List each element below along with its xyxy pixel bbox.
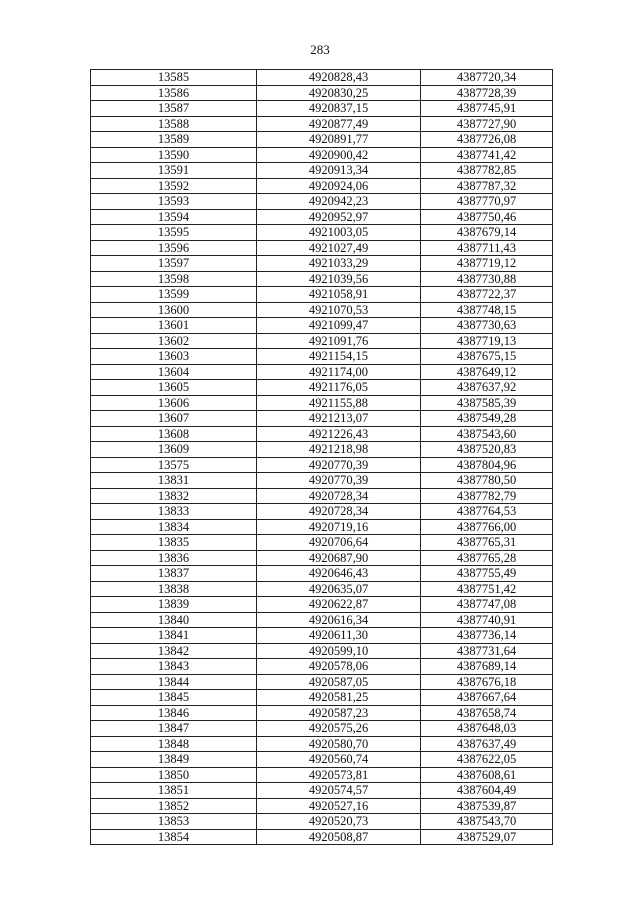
table-row: [91, 194, 553, 210]
x-coordinate-cell: 4920611,30: [257, 628, 421, 644]
x-coordinate-cell: 4921155,88: [257, 395, 421, 411]
y-coordinate-cell: 4387766,00: [421, 519, 553, 535]
table-row: [91, 581, 553, 597]
y-coordinate-cell: 4387679,14: [421, 225, 553, 241]
table-row: [91, 721, 553, 737]
table-row: [91, 147, 553, 163]
x-coordinate-cell: 4921039,56: [257, 271, 421, 287]
point-number-cell: 13598: [91, 271, 257, 287]
point-number-cell: 13847: [91, 721, 257, 737]
x-coordinate-cell: 4920599,10: [257, 643, 421, 659]
x-coordinate-cell: 4921154,15: [257, 349, 421, 365]
y-coordinate-cell: 4387649,12: [421, 364, 553, 380]
table-row: [91, 736, 553, 752]
point-number-cell: 13603: [91, 349, 257, 365]
x-coordinate-cell: 4921027,49: [257, 240, 421, 256]
point-number-cell: 13831: [91, 473, 257, 489]
table-row: [91, 814, 553, 830]
page-number: 283: [310, 42, 330, 57]
table-row: [91, 690, 553, 706]
table-row: [91, 612, 553, 628]
x-coordinate-cell: 4921058,91: [257, 287, 421, 303]
y-coordinate-cell: 4387782,85: [421, 163, 553, 179]
x-coordinate-cell: 4920770,39: [257, 457, 421, 473]
y-coordinate-cell: 4387730,88: [421, 271, 553, 287]
y-coordinate-cell: 4387543,70: [421, 814, 553, 830]
y-coordinate-cell: 4387741,42: [421, 147, 553, 163]
table-row: [91, 659, 553, 675]
table-row: [91, 209, 553, 225]
point-number-cell: 13600: [91, 302, 257, 318]
y-coordinate-cell: 4387622,05: [421, 752, 553, 768]
point-number-cell: 13846: [91, 705, 257, 721]
x-coordinate-cell: 4920913,34: [257, 163, 421, 179]
point-number-cell: 13587: [91, 101, 257, 117]
y-coordinate-cell: 4387747,08: [421, 597, 553, 613]
x-coordinate-cell: 4920837,15: [257, 101, 421, 117]
x-coordinate-cell: 4920728,34: [257, 504, 421, 520]
x-coordinate-cell: 4921213,07: [257, 411, 421, 427]
x-coordinate-cell: 4920580,70: [257, 736, 421, 752]
table-row: [91, 752, 553, 768]
point-number-cell: 13832: [91, 488, 257, 504]
table-row: [91, 783, 553, 799]
table-row: [91, 628, 553, 644]
x-coordinate-cell: 4921033,29: [257, 256, 421, 272]
x-coordinate-cell: 4921174,00: [257, 364, 421, 380]
y-coordinate-cell: 4387748,15: [421, 302, 553, 318]
y-coordinate-cell: 4387782,79: [421, 488, 553, 504]
y-coordinate-cell: 4387787,32: [421, 178, 553, 194]
x-coordinate-cell: 4920952,97: [257, 209, 421, 225]
x-coordinate-cell: 4921218,98: [257, 442, 421, 458]
x-coordinate-cell: 4920520,73: [257, 814, 421, 830]
point-number-cell: 13605: [91, 380, 257, 396]
point-number-cell: 13592: [91, 178, 257, 194]
table-row: [91, 597, 553, 613]
table-row: [91, 116, 553, 132]
point-number-cell: 13608: [91, 426, 257, 442]
coordinates-table-body: [91, 70, 553, 845]
y-coordinate-cell: 4387675,15: [421, 349, 553, 365]
x-coordinate-cell: 4920900,42: [257, 147, 421, 163]
point-number-cell: 13843: [91, 659, 257, 675]
table-row: [91, 426, 553, 442]
point-number-cell: 13844: [91, 674, 257, 690]
point-number-cell: 13609: [91, 442, 257, 458]
x-coordinate-cell: 4920877,49: [257, 116, 421, 132]
x-coordinate-cell: 4920527,16: [257, 798, 421, 814]
point-number-cell: 13596: [91, 240, 257, 256]
y-coordinate-cell: 4387736,14: [421, 628, 553, 644]
table-row: [91, 178, 553, 194]
point-number-cell: 13836: [91, 550, 257, 566]
point-number-cell: 13840: [91, 612, 257, 628]
table-row: [91, 566, 553, 582]
y-coordinate-cell: 4387719,13: [421, 333, 553, 349]
y-coordinate-cell: 4387637,49: [421, 736, 553, 752]
x-coordinate-cell: 4920646,43: [257, 566, 421, 582]
point-number-cell: 13853: [91, 814, 257, 830]
x-coordinate-cell: 4921003,05: [257, 225, 421, 241]
y-coordinate-cell: 4387585,39: [421, 395, 553, 411]
table-row: [91, 225, 553, 241]
y-coordinate-cell: 4387667,64: [421, 690, 553, 706]
x-coordinate-cell: 4920560,74: [257, 752, 421, 768]
y-coordinate-cell: 4387658,74: [421, 705, 553, 721]
point-number-cell: 13606: [91, 395, 257, 411]
y-coordinate-cell: 4387770,97: [421, 194, 553, 210]
y-coordinate-cell: 4387719,12: [421, 256, 553, 272]
table-row: [91, 535, 553, 551]
table-row: [91, 318, 553, 334]
table-row: [91, 85, 553, 101]
y-coordinate-cell: 4387676,18: [421, 674, 553, 690]
point-number-cell: 13607: [91, 411, 257, 427]
point-number-cell: 13586: [91, 85, 257, 101]
point-number-cell: 13834: [91, 519, 257, 535]
x-coordinate-cell: 4921091,76: [257, 333, 421, 349]
y-coordinate-cell: 4387539,87: [421, 798, 553, 814]
x-coordinate-cell: 4921099,47: [257, 318, 421, 334]
point-number-cell: 13850: [91, 767, 257, 783]
point-number-cell: 13838: [91, 581, 257, 597]
point-number-cell: 13845: [91, 690, 257, 706]
y-coordinate-cell: 4387720,34: [421, 70, 553, 86]
table-row: [91, 132, 553, 148]
table-row: [91, 674, 553, 690]
x-coordinate-cell: 4920578,06: [257, 659, 421, 675]
x-coordinate-cell: 4920828,43: [257, 70, 421, 86]
y-coordinate-cell: 4387751,42: [421, 581, 553, 597]
point-number-cell: 13852: [91, 798, 257, 814]
coordinates-table: [90, 69, 553, 845]
y-coordinate-cell: 4387608,61: [421, 767, 553, 783]
point-number-cell: 13585: [91, 70, 257, 86]
x-coordinate-cell: 4920891,77: [257, 132, 421, 148]
table-row: [91, 240, 553, 256]
x-coordinate-cell: 4921226,43: [257, 426, 421, 442]
y-coordinate-cell: 4387520,83: [421, 442, 553, 458]
y-coordinate-cell: 4387750,46: [421, 209, 553, 225]
table-row: [91, 829, 553, 845]
y-coordinate-cell: 4387726,08: [421, 132, 553, 148]
table-row: [91, 767, 553, 783]
point-number-cell: 13590: [91, 147, 257, 163]
y-coordinate-cell: 4387745,91: [421, 101, 553, 117]
point-number-cell: 13854: [91, 829, 257, 845]
x-coordinate-cell: 4920574,57: [257, 783, 421, 799]
point-number-cell: 13589: [91, 132, 257, 148]
y-coordinate-cell: 4387728,39: [421, 85, 553, 101]
table-row: [91, 70, 553, 86]
point-number-cell: 13595: [91, 225, 257, 241]
point-number-cell: 13833: [91, 504, 257, 520]
y-coordinate-cell: 4387765,28: [421, 550, 553, 566]
x-coordinate-cell: 4920924,06: [257, 178, 421, 194]
point-number-cell: 13591: [91, 163, 257, 179]
table-row: [91, 271, 553, 287]
point-number-cell: 13835: [91, 535, 257, 551]
y-coordinate-cell: 4387804,96: [421, 457, 553, 473]
table-row: [91, 442, 553, 458]
table-row: [91, 457, 553, 473]
y-coordinate-cell: 4387689,14: [421, 659, 553, 675]
table-row: [91, 380, 553, 396]
y-coordinate-cell: 4387727,90: [421, 116, 553, 132]
x-coordinate-cell: 4920508,87: [257, 829, 421, 845]
x-coordinate-cell: 4920573,81: [257, 767, 421, 783]
table-row: [91, 101, 553, 117]
point-number-cell: 13839: [91, 597, 257, 613]
y-coordinate-cell: 4387731,64: [421, 643, 553, 659]
x-coordinate-cell: 4921070,53: [257, 302, 421, 318]
x-coordinate-cell: 4920581,25: [257, 690, 421, 706]
x-coordinate-cell: 4920635,07: [257, 581, 421, 597]
y-coordinate-cell: 4387711,43: [421, 240, 553, 256]
table-row: [91, 798, 553, 814]
x-coordinate-cell: 4920728,34: [257, 488, 421, 504]
x-coordinate-cell: 4920830,25: [257, 85, 421, 101]
y-coordinate-cell: 4387765,31: [421, 535, 553, 551]
point-number-cell: 13842: [91, 643, 257, 659]
table-row: [91, 705, 553, 721]
table-row: [91, 550, 553, 566]
x-coordinate-cell: 4920622,87: [257, 597, 421, 613]
y-coordinate-cell: 4387549,28: [421, 411, 553, 427]
x-coordinate-cell: 4920587,23: [257, 705, 421, 721]
table-row: [91, 256, 553, 272]
x-coordinate-cell: 4920575,26: [257, 721, 421, 737]
y-coordinate-cell: 4387780,50: [421, 473, 553, 489]
x-coordinate-cell: 4920706,64: [257, 535, 421, 551]
y-coordinate-cell: 4387529,07: [421, 829, 553, 845]
x-coordinate-cell: 4920942,23: [257, 194, 421, 210]
point-number-cell: 13599: [91, 287, 257, 303]
point-number-cell: 13601: [91, 318, 257, 334]
point-number-cell: 13851: [91, 783, 257, 799]
point-number-cell: 13602: [91, 333, 257, 349]
y-coordinate-cell: 4387764,53: [421, 504, 553, 520]
point-number-cell: 13848: [91, 736, 257, 752]
table-row: [91, 473, 553, 489]
y-coordinate-cell: 4387543,60: [421, 426, 553, 442]
table-row: [91, 302, 553, 318]
point-number-cell: 13849: [91, 752, 257, 768]
x-coordinate-cell: 4920687,90: [257, 550, 421, 566]
table-row: [91, 163, 553, 179]
table-row: [91, 349, 553, 365]
x-coordinate-cell: 4920616,34: [257, 612, 421, 628]
x-coordinate-cell: 4920719,16: [257, 519, 421, 535]
point-number-cell: 13597: [91, 256, 257, 272]
y-coordinate-cell: 4387637,92: [421, 380, 553, 396]
table-row: [91, 364, 553, 380]
x-coordinate-cell: 4920587,05: [257, 674, 421, 690]
table-row: [91, 395, 553, 411]
table-row: [91, 333, 553, 349]
y-coordinate-cell: 4387722,37: [421, 287, 553, 303]
table-row: [91, 411, 553, 427]
y-coordinate-cell: 4387755,49: [421, 566, 553, 582]
point-number-cell: 13841: [91, 628, 257, 644]
y-coordinate-cell: 4387740,91: [421, 612, 553, 628]
y-coordinate-cell: 4387604,49: [421, 783, 553, 799]
point-number-cell: 13837: [91, 566, 257, 582]
point-number-cell: 13588: [91, 116, 257, 132]
table-row: [91, 643, 553, 659]
y-coordinate-cell: 4387730,63: [421, 318, 553, 334]
table-row: [91, 519, 553, 535]
x-coordinate-cell: 4920770,39: [257, 473, 421, 489]
point-number-cell: 13575: [91, 457, 257, 473]
table-row: [91, 488, 553, 504]
table-row: [91, 287, 553, 303]
y-coordinate-cell: 4387648,03: [421, 721, 553, 737]
point-number-cell: 13594: [91, 209, 257, 225]
table-row: [91, 504, 553, 520]
x-coordinate-cell: 4921176,05: [257, 380, 421, 396]
point-number-cell: 13604: [91, 364, 257, 380]
point-number-cell: 13593: [91, 194, 257, 210]
